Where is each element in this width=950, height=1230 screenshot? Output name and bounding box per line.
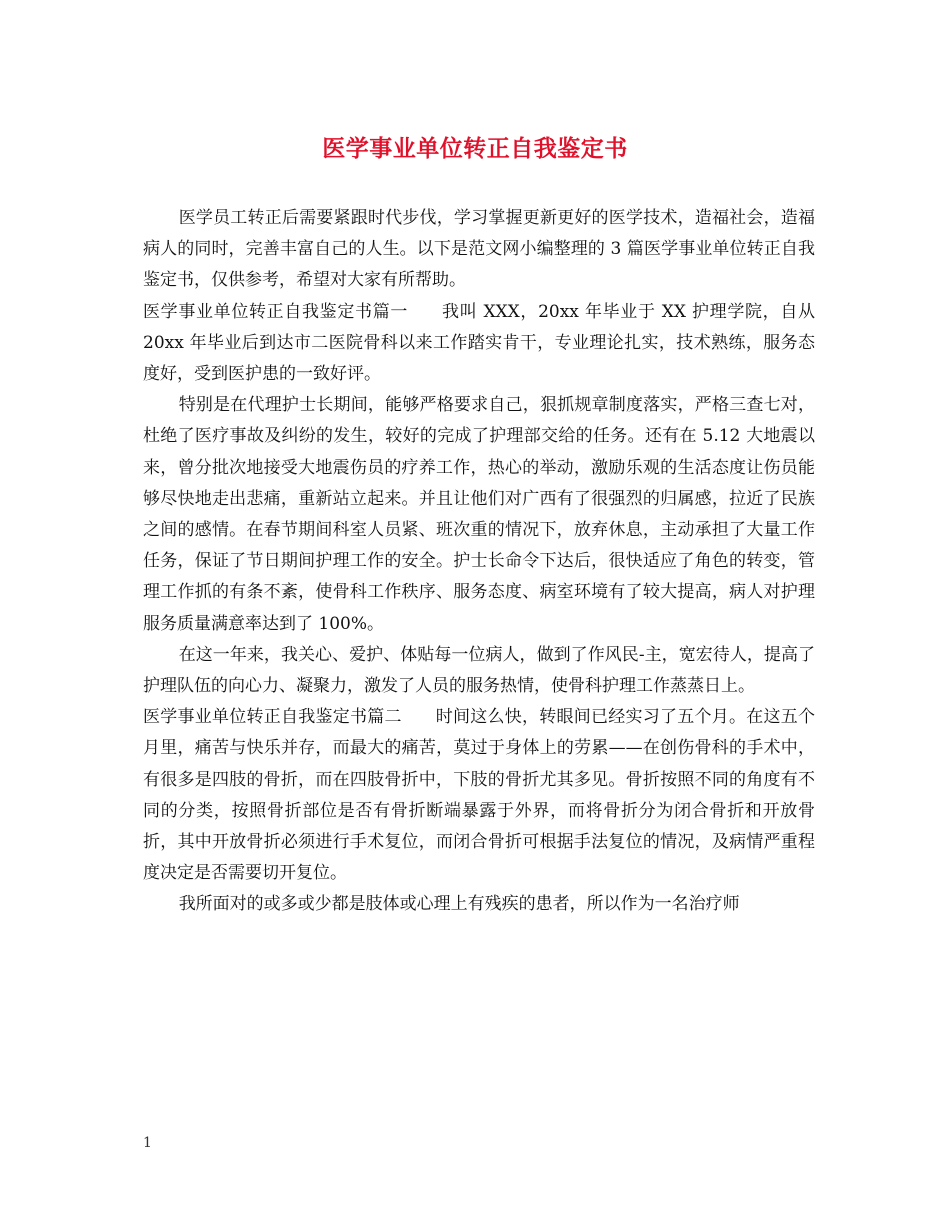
section-two-paragraph — [143, 702, 815, 889]
section-one-text: 我叫 XXX，20xx 年毕业于 XX 护理学院，自从 20xx 年毕业后到达市二医院骨科以来工作踏实肯干，专业理论扎实，技术熟练，服务态度好，受到医护患的一致好评。 — [143, 301, 815, 385]
section-one-paragraph — [143, 297, 815, 391]
document-title: 医学事业单位转正自我鉴定书 — [322, 135, 628, 162]
section-two-heading: 医学事业单位转正自我鉴定书篇二 — [143, 707, 402, 728]
page-number: 1 — [143, 1135, 152, 1151]
document-body — [143, 203, 815, 921]
section-two-text: 时间这么快，转眼间已经实习了五个月。在这五个月里，痛苦与快乐并存，而最大的痛苦，莫过于身体上的劳累——在创伤骨科的手术中，有很多是四肢的骨折，而在四肢骨折中，下肢的骨折尤其多见。骨折按照不同的角度有不同的分类，按照骨折部位是否有骨折断端暴露于外界，而将骨折分为闭合骨折和开放骨折，其中开放骨折必须进行手术复位，而闭合骨折可根据手法复位的情况，及病情严重程度决定是否需要切开复位。 — [143, 707, 815, 884]
body-paragraph: 特别是在代理护士长期间，能够严格要求自己，狠抓规章制度落实，严格三查七对，杜绝了医疗事故及纠纷的发生，较好的完成了护理部交给的任务。还有在 5.12 大地震以来，曾分批次地接受大地震伤员的疗养工作，热心的举动，激励乐观的生活态度让伤员能够尽快地走出悲痛，重新站立起来。并且让他们对广西有了很强烈的归属感，拉近了民族之间的感情。在春节期间科室人员紧、班次重的情况下，放弃休息，主动承担了大量工作任务，保证了节日期间护理工作的安全。护士长命令下达后，很快适应了角色的转变，管理工作抓的有条不紊，使骨科工作秩序、服务态度、病室环境有了较大提高，病人对护理服务质量满意率达到了 100%。 — [143, 395, 815, 634]
intro-paragraph: 医学员工转正后需要紧跟时代步伐，学习掌握更新更好的医学技术，造福社会，造福病人的同时，完善丰富自己的人生。以下是范文网小编整理的 3 篇医学事业单位转正自我鉴定书，仅供参考，希望对大家有所帮助。 — [143, 208, 815, 291]
body-paragraph: 我所面对的或多或少都是肢体或心理上有残疾的患者，所以作为一名治疗师 — [178, 894, 740, 915]
section-one-heading: 医学事业单位转正自我鉴定书篇一 — [143, 301, 409, 322]
body-paragraph: 在这一年来，我关心、爱护、体贴每一位病人，做到了作风民-主，宽宏待人，提高了护理队伍的向心力、凝聚力，激发了人员的服务热情，使骨科护理工作蒸蒸日上。 — [143, 644, 815, 697]
